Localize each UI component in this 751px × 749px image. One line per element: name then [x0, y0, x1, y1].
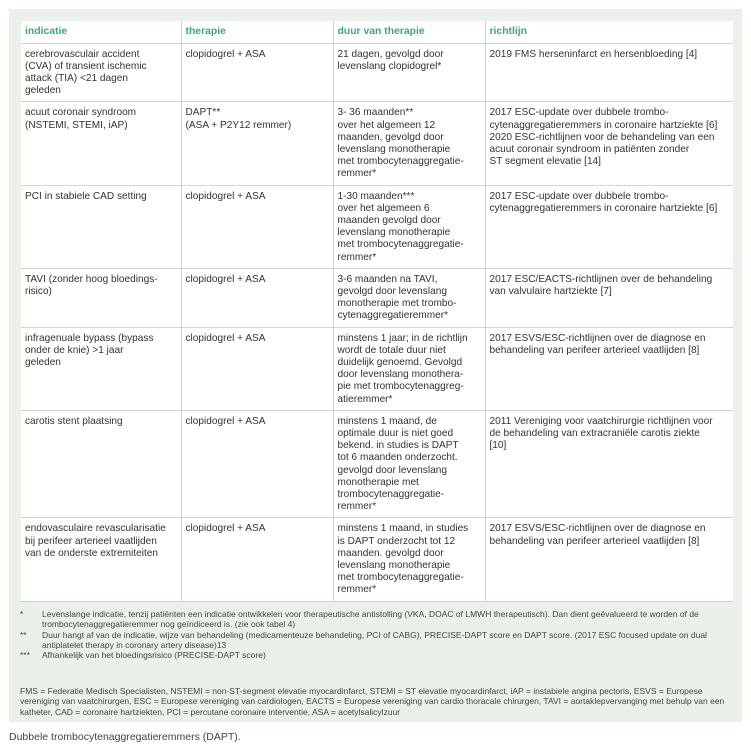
header-indicatie: indicatie: [21, 21, 181, 43]
footnote-text: Levenslange indicatie, tenzij patiënten een indicatie ontwikkelen voor therapeutische antistolling (VKA, DOAC of LMWH therapeutisch). Dan dient geëvalueerd te worden of de trombocytenaggregatieremmer nog geïndiceerd is. (zie ook tabel 4): [42, 609, 699, 630]
cell-therapie: clopidogrel + ASA: [181, 43, 333, 102]
cell-indicatie: carotis stent plaatsing: [21, 410, 181, 518]
cell-therapie: clopidogrel + ASA: [181, 185, 333, 268]
footnote: [20, 630, 735, 651]
footnote-mark: **: [20, 629, 27, 640]
table-row: [21, 268, 733, 327]
table-row: [21, 410, 733, 518]
cell-duur: 3- 36 maanden** over het algemeen 12 maanden, gevolgd door levenslang monotherapie met trombocytenaggregatie- remmer*: [333, 102, 485, 185]
table-row: [21, 518, 733, 601]
footnote-text: Duur hangt af van de indicatie, wijze van behandeling (medicamenteuze behandeling, PCI of CABG), PRECISE-DAPT score en DAPT score. (2017 ESC focused update on dual antiplatelet therapy in coronary artery disease)13: [42, 629, 707, 650]
cell-therapie: clopidogrel + ASA: [181, 268, 333, 327]
cell-indicatie: acuut coronair syndroom (NSTEMI, STEMI, iAP): [21, 102, 181, 185]
header-richtlijn: richtlijn: [485, 21, 733, 43]
cell-richtlijn: 2017 ESC-update over dubbele trombo- cytenaggregatieremmers in coronaire hartziekte [6]: [485, 185, 733, 268]
cell-duur: 21 dagen, gevolgd door levenslang clopidogrel*: [333, 43, 485, 102]
abbreviations: FMS = Federatie Medisch Specialisten, NSTEMI = non-ST-segment elevatie myocardinfarct, STEMI = ST elevatie myocardinfarct, iAP = instabiele angina pectoris, ESVS = Europese vereniging van vaatchirurgen, ESC = Europese vereniging van cardiologen, EACTS = Europese vereniging van cardio thoracale chirurgen, TAVI = aortaklepvervanging met behulp van een katheter, CAD = coronaire hartziekten, PCI = percutane coronaire interventie, ASA = acetylsalicylzuur: [20, 686, 725, 717]
table-row: [21, 327, 733, 410]
cell-richtlijn: 2017 ESC-update over dubbele trombo- cytenaggregatieremmers in coronaire hartziekte [6] 2020 ESC-richtlijnen voor de behandeling van een acuut coronair syndroom in patiënten zonder ST segment elevatie [14]: [485, 102, 733, 185]
cell-therapie: clopidogrel + ASA: [181, 518, 333, 601]
table-body: [21, 43, 733, 601]
cell-richtlijn: 2019 FMS herseninfarct en hersenbloeding [4]: [485, 43, 733, 102]
footnotes: [20, 609, 735, 660]
footnote-mark: *: [20, 609, 24, 619]
header-therapie: therapie: [181, 21, 333, 43]
cell-duur: minstens 1 maand, de optimale duur is niet goed bekend. in studies is DAPT tot 6 maanden onderzocht. gevolgd door levenslang monotherapie met trombocytenaggregatie- remmer*: [333, 410, 485, 518]
footnote: [20, 609, 735, 630]
cell-duur: minstens 1 maand, in studies is DAPT onderzocht tot 12 maanden. gevolgd door levenslang monotherapie met trombocytenaggregatie- remmer*: [333, 518, 485, 601]
footnote-text: Afhankelijk van het bloedingsrisico (PRECISE-DAPT score): [42, 650, 266, 661]
table-header-row: [21, 21, 733, 43]
dapt-table: [21, 21, 733, 602]
cell-therapie: clopidogrel + ASA: [181, 327, 333, 410]
cell-indicatie: PCI in stabiele CAD setting: [21, 185, 181, 268]
cell-richtlijn: 2017 ESVS/ESC-richtlijnen over de diagnose en behandeling van perifeer arterieel vaatlijden [8]: [485, 327, 733, 410]
cell-duur: 1-30 maanden*** over het algemeen 6 maanden gevolgd door levenslang monotherapie met trombocytenaggregatie- remmer*: [333, 185, 485, 268]
footnote: [20, 650, 735, 660]
cell-duur: minstens 1 jaar; in de richtlijn wordt de totale duur niet duidelijk genoemd. Gevolgd door levenslang monothera- pie met trombocytenaggreg- atieremmer*: [333, 327, 485, 410]
cell-indicatie: cerebrovasculair accident (CVA) of transient ischemic attack (TIA) <21 dagen geleden: [21, 43, 181, 102]
header-duur: duur van therapie: [333, 21, 485, 43]
cell-indicatie: endovasculaire revascularisatie bij perifeer arterieel vaatlijden van de onderste extremiteiten: [21, 518, 181, 601]
cell-richtlijn: 2011 Vereniging voor vaatchirurgie richtlijnen voor de behandeling van extracraniële carotis ziekte [10]: [485, 410, 733, 518]
table-panel: [9, 9, 742, 722]
cell-duur: 3-6 maanden na TAVI, gevolgd door levenslang monotherapie met trombo- cytenaggregatieremmer*: [333, 268, 485, 327]
cell-therapie: clopidogrel + ASA: [181, 410, 333, 518]
table-row: [21, 43, 733, 102]
cell-richtlijn: 2017 ESC/EACTS-richtlijnen over de behandeling van valvulaire hartziekte [7]: [485, 268, 733, 327]
table-row: [21, 102, 733, 185]
table-row: [21, 185, 733, 268]
cell-richtlijn: 2017 ESVS/ESC-richtlijnen over de diagnose en behandeling van perifeer arterieel vaatlijden [8]: [485, 518, 733, 601]
table-caption: Dubbele trombocytenaggregatieremmers (DAPT).: [9, 731, 241, 743]
footnote-mark: ***: [20, 650, 30, 661]
cell-therapie: DAPT** (ASA + P2Y12 remmer): [181, 102, 333, 185]
cell-indicatie: infragenuale bypass (bypass onder de knie) >1 jaar geleden: [21, 327, 181, 410]
cell-indicatie: TAVI (zonder hoog bloedings- risico): [21, 268, 181, 327]
